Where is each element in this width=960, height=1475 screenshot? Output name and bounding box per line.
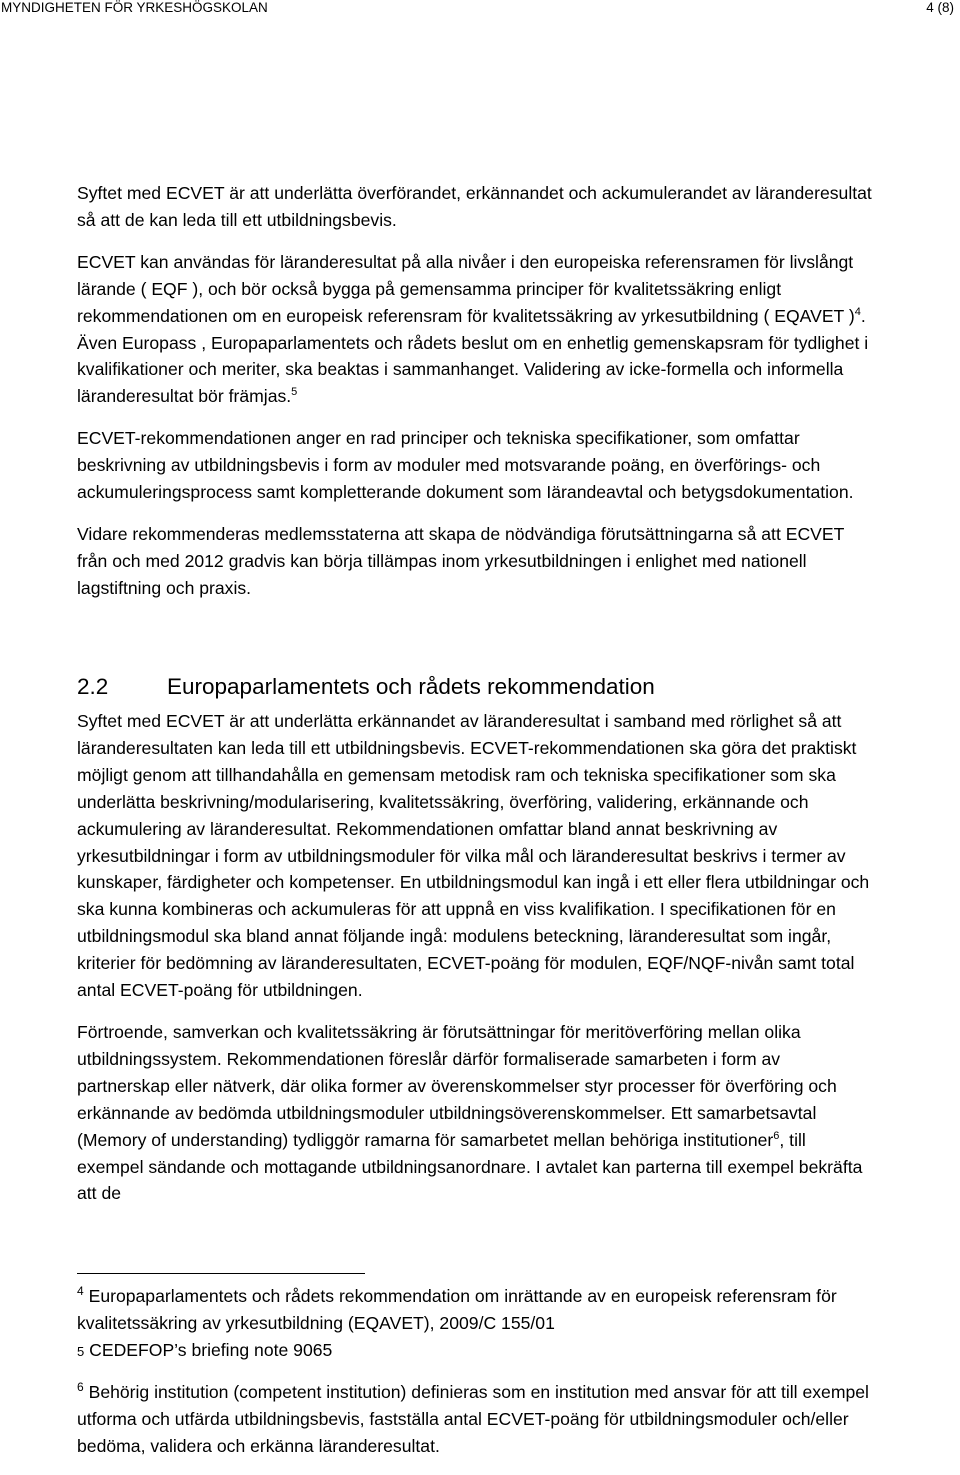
header-agency-name: MYNDIGHETEN FÖR YRKESHÖGSKOLAN xyxy=(1,0,268,15)
footnote-6 xyxy=(77,1379,877,1460)
paragraph-text: ECVET kan användas för läranderesultat på alla nivåer i den europeiska referensramen för livslångt lärande ( EQF ), och bör också bygga på gemensamma principer för kvalitetssäkring enligt rekommendationen om en europeisk referensram för kvalitetssäkring av yrkesutbildning ( EQAVET ) xyxy=(77,251,855,326)
footnote-text: Europaparlamentets och rådets rekommendation om inrättande av en europeisk referensram för kvalitetssäkring av yrkesutbildning (EQAVET), 2009/C 155/01 xyxy=(77,1286,837,1333)
paragraph-text: , till exempel sändande och mottagande utbildningsanordnare. I avtalet kan parterna till exempel bekräfta att de xyxy=(77,1129,863,1204)
header-page-number: 4 (8) xyxy=(926,0,954,15)
footnote-4 xyxy=(77,1283,877,1337)
paragraph-trust-cooperation xyxy=(77,1019,877,1207)
footnote-mark: 4 xyxy=(77,1284,84,1298)
paragraph-ecvet-levels xyxy=(77,249,877,410)
footnote-separator xyxy=(77,1273,365,1274)
footnote-text: CEDEFOP’s briefing note 9065 xyxy=(89,1339,333,1360)
paragraph-text: Förtroende, samverkan och kvalitetssäkring är förutsättningar för meritöverföring mellan olika utbildningssystem. Rekommendationen föreslår därför formaliserade samarbeten i form av partnerskap eller nätverk, där olika former av överenskommelser styr processer för överföring och erkännande av bedömda utbildningsmoduler utbildningsöverenskommelser. Ett samarbetsavtal (Memory of understanding) tydliggör ramarna för samarbetet mellan behöriga institutioner xyxy=(77,1021,837,1150)
paragraph-recommendation-principles: ECVET-rekommendationen anger en rad principer och tekniska specifikationer, som omfattar beskrivning av utbildningsbevis i form av moduler med motsvarande poäng, en överförings- och ackumuleringsprocess samt kompletterande dokument som Iärandeavtal och betygsdokumentation. xyxy=(77,428,854,503)
body-text-section-1 xyxy=(77,180,877,602)
footnote-5 xyxy=(77,1337,877,1366)
section-title: Europaparlamentets och rådets rekommendation xyxy=(167,674,655,699)
footnote-ref-6[interactable]: 6 xyxy=(773,1129,780,1142)
footnote-ref-4[interactable]: 4 xyxy=(854,305,861,318)
body-text-section-2 xyxy=(77,708,877,1207)
footnotes xyxy=(77,1283,877,1459)
footnote-ref-5[interactable]: 5 xyxy=(291,386,298,399)
paragraph-member-states: Vidare rekommenderas medlemsstaterna att skapa de nödvändiga förutsättningarna så att ECVET från och med 2012 gradvis kan börja tillämpas inom yrkesutbildningen i enlighet med nationell lagstiftning och praxis. xyxy=(77,523,845,598)
footnote-mark: 6 xyxy=(77,1379,84,1394)
paragraph-purpose: Syftet med ECVET är att underlätta överförandet, erkännandet och ackumulerandet av läranderesultat så att de kan leda till ett utbildningsbevis. xyxy=(77,183,872,230)
section-heading xyxy=(77,673,655,701)
section-number: 2.2 xyxy=(77,674,109,699)
paragraph-ecvet-purpose: Syftet med ECVET är att underlätta erkännandet av läranderesultat i samband med rörlighet så att läranderesultaten kan leda till ett utbildningsbevis. ECVET-rekommendationen ska göra det praktiskt möjligt genom att tillhandahålla en gemensam metodisk ram och tekniska specifikationer som ska underlätta beskrivning/modularisering, kvalitetssäkring, överföring, validering, erkännande och ackumulering av läranderesultat. Rekommendationen omfattar bland annat beskrivning av yrkesutbildningar i form av utbildningsmoduler för vilka mål och läranderesultat beskrivs i termer av kunskaper, färdigheter och kompetenser. En utbildningsmodul kan ingå i ett eller flera utbildningar och ska kunna kombineras och ackumuleras för att uppnå en viss kvalifikation. I specifikationen för en utbildningsmodul ska bland annat följande ingå: modulens beteckning, läranderesultat som ingår, kriterier för bedömning av läranderesultaten, ECVET-poäng för modulen, EQF/NQF-nivån samt total antal ECVET-poäng för utbildningen. xyxy=(77,711,870,1001)
footnote-mark: 5 xyxy=(77,1343,85,1359)
paragraph-text: . Även Europass , Europaparlamentets och rådets beslut om en enhetlig gemenskapsram för tydlighet i kvalifikationer och meriter, ska beaktas i sammanhanget. Validering av icke-formella och informella läranderesultat bör främjas. xyxy=(77,305,869,407)
footnote-text: Behörig institution (competent institution) definieras som en institution med ansvar för att till exempel utforma och utfärda utbildningsbevis, fastställa antal ECVET-poäng för utbildningsmoduler och/eller bedöma, validera och erkänna läranderesultat. xyxy=(77,1381,869,1456)
